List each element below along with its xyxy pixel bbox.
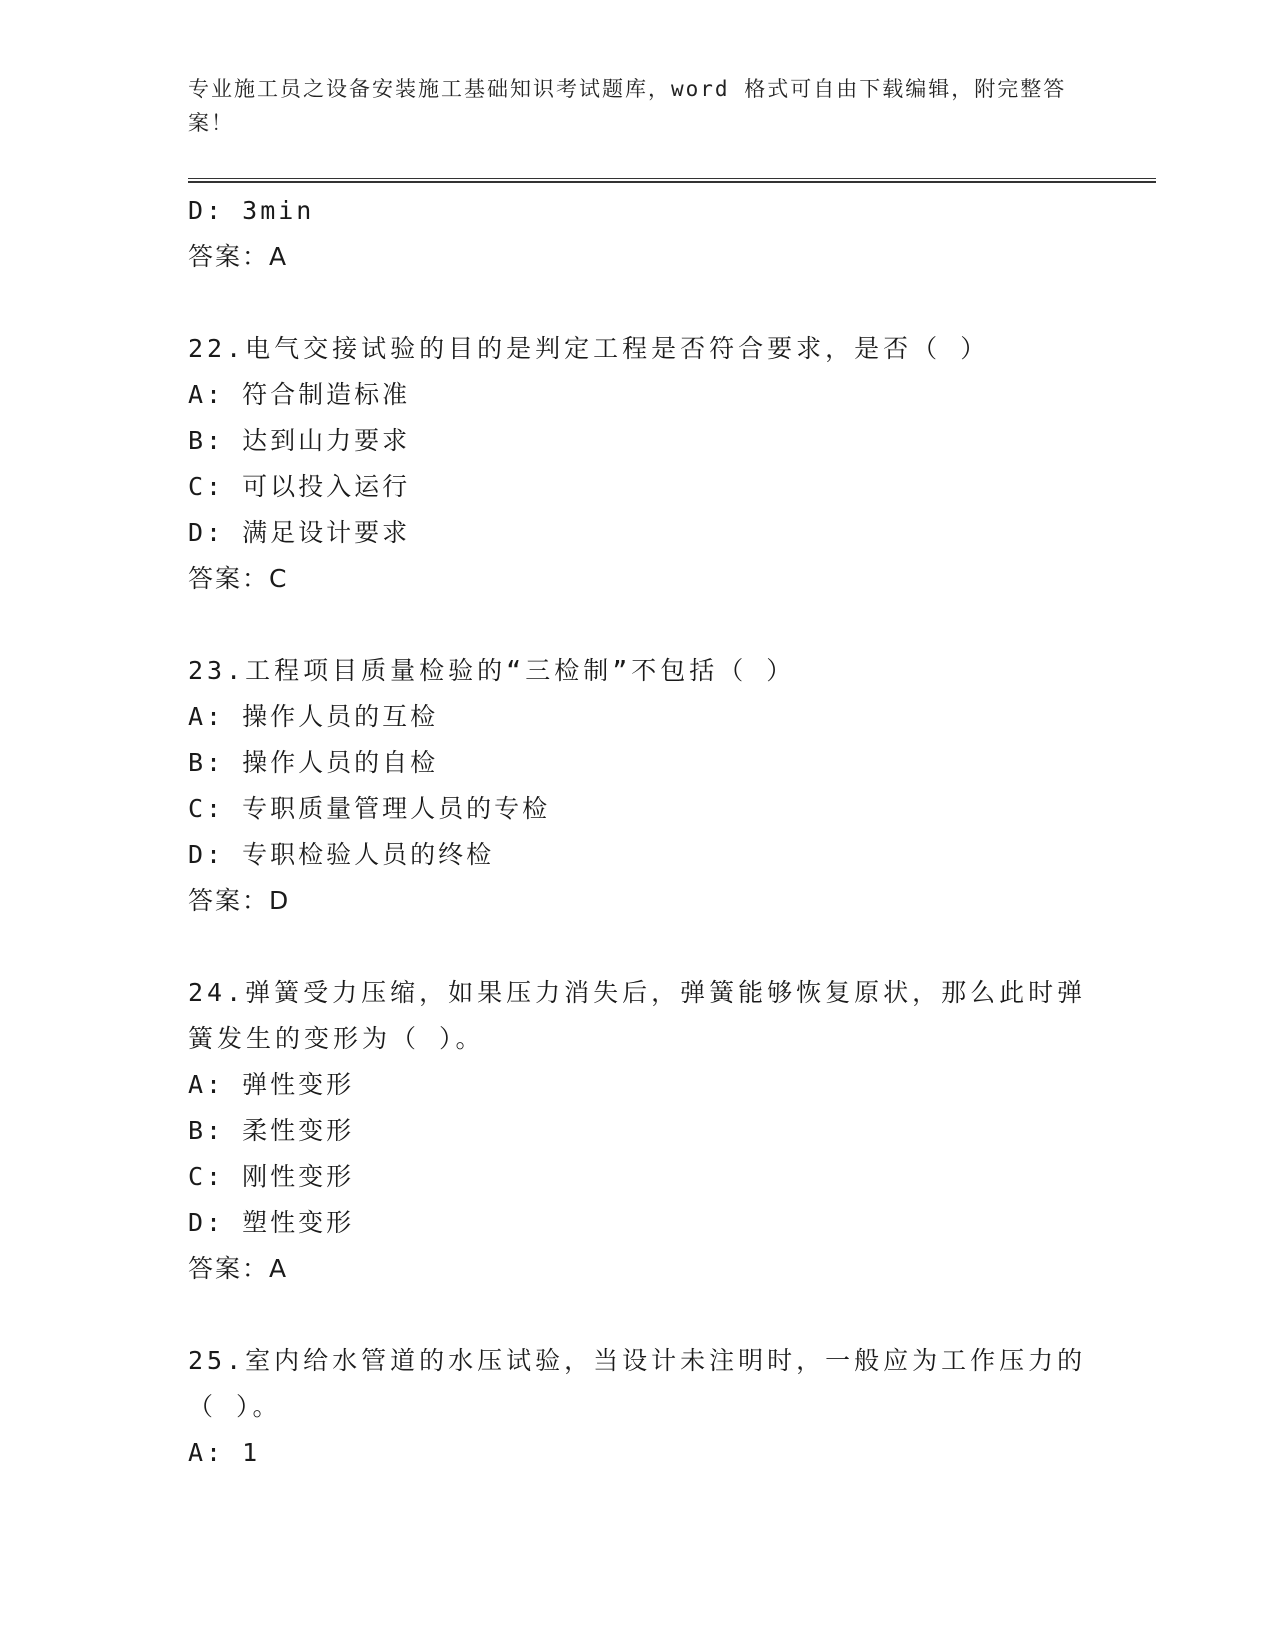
option-a: A: 操作人员的互检 bbox=[188, 702, 439, 731]
option-a: A: 符合制造标准 bbox=[188, 380, 411, 409]
answer-line: 答案：D bbox=[188, 886, 291, 915]
option-a: A: 弹性变形 bbox=[188, 1070, 355, 1099]
question-stem: 23.工程项目质量检验的“三检制”不包括（ ） bbox=[188, 656, 796, 685]
document-header: 专业施工员之设备安装施工基础知识考试题库，word 格式可自由下载编辑，附完整答案！ bbox=[188, 77, 1067, 135]
option-c: C: 可以投入运行 bbox=[188, 472, 411, 501]
option-a: A: 1 bbox=[188, 1438, 261, 1467]
option-d: D: 塑性变形 bbox=[188, 1208, 355, 1237]
option-b: B: 柔性变形 bbox=[188, 1116, 355, 1145]
answer-line: 答案：C bbox=[188, 564, 289, 593]
question-stem: 24.弹簧受力压缩，如果压力消失后，弹簧能够恢复原状，那么此时弹簧发生的变形为（ ）。 bbox=[188, 978, 1087, 1053]
option-b: B: 达到山力要求 bbox=[188, 426, 411, 455]
option-c: C: 刚性变形 bbox=[188, 1162, 355, 1191]
question-stem: 22.电气交接试验的目的是判定工程是否符合要求，是否（ ） bbox=[188, 334, 990, 363]
answer-line: 答案：A bbox=[188, 1254, 289, 1283]
header-divider bbox=[188, 178, 1156, 183]
answer-line: 答案：A bbox=[188, 242, 289, 271]
option-d: D: 3min bbox=[188, 196, 315, 225]
option-c: C: 专职质量管理人员的专检 bbox=[188, 794, 551, 823]
question-stem: 25.室内给水管道的水压试验，当设计未注明时，一般应为工作压力的（ ）。 bbox=[188, 1346, 1087, 1421]
option-d: D: 专职检验人员的终检 bbox=[188, 840, 495, 869]
question-list bbox=[188, 188, 1088, 1476]
option-b: B: 操作人员的自检 bbox=[188, 748, 439, 777]
option-d: D: 满足设计要求 bbox=[188, 518, 411, 547]
